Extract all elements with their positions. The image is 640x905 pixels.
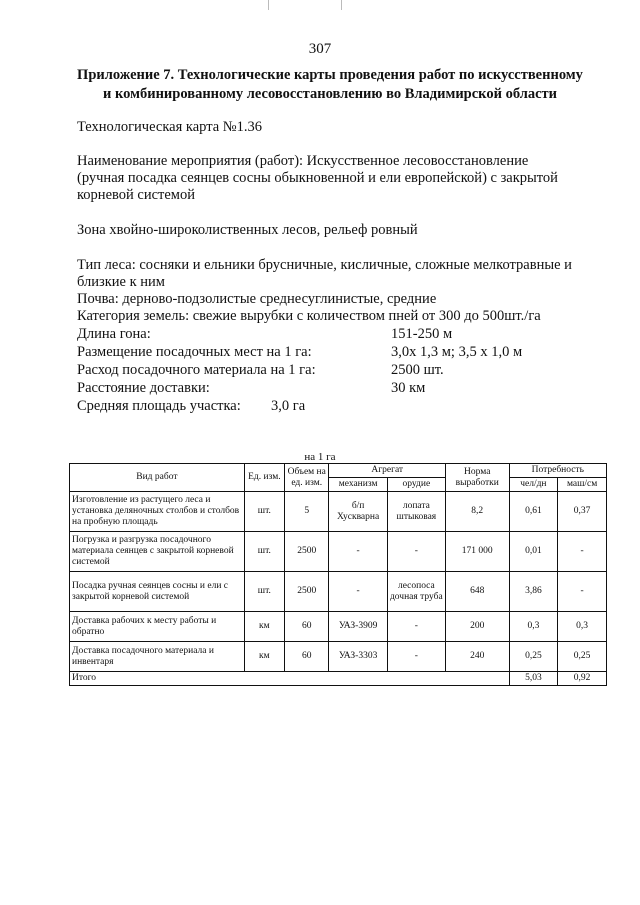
header-unit: Ед. изм. [244,464,284,492]
cell-norm: 171 000 [445,532,509,572]
heading-line-2: и комбинированному лесовосстановлению во Владимирской области [102,86,558,102]
cell-machine-shifts: 0,3 [558,612,607,642]
cell-mechanism: б/п Хускварна [329,492,387,532]
appendix-heading [70,66,590,104]
header-need: Потребность [509,464,606,478]
cell-unit: шт. [244,492,284,532]
cell-volume: 2500 [284,572,328,612]
table-header-row [70,464,607,478]
cell-unit: км [244,612,284,642]
cell-volume: 2500 [284,532,328,572]
cell-volume: 5 [284,492,328,532]
soil-text: Почва: дерново-подзолистые среднесуглинистые, средние [77,291,437,307]
header-volume: Объем на ед. изм. [284,464,328,492]
total-person-days: 5,03 [509,672,558,686]
cell-work-name: Доставка посадочного материала и инвентаря [70,642,245,672]
param-value: 2500 шт. [391,362,444,378]
cell-tool: лесопоса дочная труба [387,572,445,612]
header-mechanism: механизм [329,478,387,492]
cell-work-name: Доставка рабочих к месту работы и обратно [70,612,245,642]
header-norm: Норма выработки [445,464,509,492]
table-row [70,612,607,642]
total-label: Итого [70,672,510,686]
header-machine-shifts: маш/см [558,478,607,492]
cell-work-name: Изготовление из растущего леса и установка деляночных столбов и столбов на пробную площадь [70,492,245,532]
cell-mechanism: УАЗ-3303 [329,642,387,672]
param-value: 30 км [391,380,426,396]
table-row [70,642,607,672]
cell-unit: шт. [244,572,284,612]
cell-work-name: Посадка ручная сеянцев сосны и ели с закрытой корневой системой [70,572,245,612]
avg-area-label: Средняя площадь участка: [77,398,241,414]
total-machine-shifts: 0,92 [558,672,607,686]
cell-person-days: 0,61 [509,492,558,532]
zone-text: Зона хвойно-широколиственных лесов, рельеф ровный [77,222,418,238]
header-aggregate: Агрегат [329,464,446,478]
scan-mark [341,0,342,10]
scan-mark [268,0,269,10]
cell-tool: - [387,642,445,672]
param-value: 3,0х 1,3 м; 3,5 х 1,0 м [391,344,523,360]
page-number: 307 [308,41,332,57]
cell-norm: 200 [445,612,509,642]
cell-person-days: 0,25 [509,642,558,672]
cell-tool: - [387,612,445,642]
activity-line-1: Наименование мероприятия (работ): Искусственное лесовосстановление [77,153,529,169]
cell-volume: 60 [284,612,328,642]
header-work-type: Вид работ [70,464,245,492]
land-category-text: Категория земель: свежие вырубки с количеством пней от 300 до 500шт./га [77,308,541,324]
activity-line-2: (ручная посадка сеянцев сосны обыкновенной и ели европейской) с закрытой [77,170,558,186]
param-label: Длина гона: [77,326,151,342]
param-value: 151-250 м [391,326,453,342]
cell-machine-shifts: - [558,532,607,572]
table-row [70,492,607,532]
cell-mechanism: УАЗ-3909 [329,612,387,642]
cell-norm: 8,2 [445,492,509,532]
cell-machine-shifts: 0,37 [558,492,607,532]
card-title: Технологическая карта №1.36 [77,119,262,135]
cell-unit: шт. [244,532,284,572]
heading-line-1: Приложение 7. Технологические карты проведения работ по искусственному [77,67,583,83]
cell-unit: км [244,642,284,672]
cell-machine-shifts: - [558,572,607,612]
table-row [70,572,607,612]
activity-line-3: корневой системой [77,187,195,203]
cell-volume: 60 [284,642,328,672]
cell-machine-shifts: 0,25 [558,642,607,672]
forest-type-line-2: близкие к ним [77,274,165,290]
cell-tool: - [387,532,445,572]
forest-type-line-1: Тип леса: сосняки и ельники брусничные, кисличные, сложные мелкотравные и [77,257,572,273]
param-label: Расход посадочного материала на 1 га: [77,362,316,378]
cell-person-days: 3,86 [509,572,558,612]
header-tool: орудие [387,478,445,492]
cell-work-name: Погрузка и разгрузка посадочного материала сеянцев с закрытой корневой системой [70,532,245,572]
cell-tool: лопата штыковая [387,492,445,532]
table-row [70,532,607,572]
cell-norm: 648 [445,572,509,612]
avg-area-value: 3,0 га [271,398,306,414]
cell-mechanism: - [329,532,387,572]
param-label: Расстояние доставки: [77,380,210,396]
table-total-row [70,672,607,686]
work-table [69,463,607,686]
header-person-days: чел/дн [509,478,558,492]
cell-person-days: 0,01 [509,532,558,572]
cell-norm: 240 [445,642,509,672]
cell-mechanism: - [329,572,387,612]
table-caption: на 1 га [304,451,336,463]
cell-person-days: 0,3 [509,612,558,642]
param-label: Размещение посадочных мест на 1 га: [77,344,312,360]
